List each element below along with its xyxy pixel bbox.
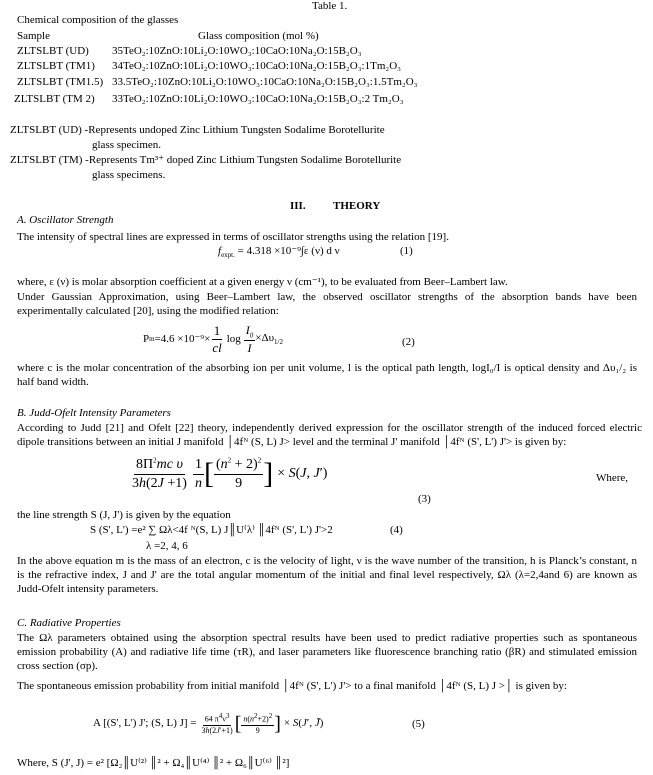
equation-1-number: (1) — [400, 245, 413, 257]
equation-2: P m =4.6 ×10⁻⁹× $\frac{1}{cl}$ log $\frac{I_0}{I}$ $\times\Delta\upsilon_{1/2}$ — [143, 323, 283, 356]
table-row: ZLTSLBT (TM1.5) — [17, 76, 104, 88]
subsection-heading-a: A. Oscillator Strength — [17, 214, 114, 226]
paragraph: According to Judd [21] and Ofelt [22] theory, independently derived expression for the oscillator strength of the induced forced electric dipole transitions between an initial J manifold │4fᴺ (S, L) J> level and the terminal J' manifold │4fᴺ (S', L') J'> is given by: — [17, 422, 642, 448]
fraction-local-field: $\frac{n(n^2+2)^2}{9}$ — [243, 712, 273, 735]
table-col-sample: Sample — [17, 30, 50, 42]
table-cell-composition: 35TeO₂:10ZnO:10Li₂O:10WO₃:10CaO:10Na₂O:15B₂O₃ — [112, 45, 362, 57]
equation-1: $f_{expt.} = 4.318 \times 10^{-9}\int\varepsilon$ (ν) d ν — [218, 245, 340, 260]
fraction-local-field: $\frac{(n^2 + 2)^2}{9}$ — [215, 456, 262, 491]
equation-3: $\frac{8\Pi^2mc \upsilon}{3h(2J +1)}$ $\frac{1}{n}$ [ $\frac{(n^2 + 2)^2}{9}$ ] × S(J, J′) — [132, 456, 328, 491]
fraction-one-over-n: $\frac{1}{n}$ — [194, 457, 202, 491]
note-undoped-cont: glass specimen. — [92, 139, 162, 151]
table-row: ZLTSLBT (UD) — [17, 45, 89, 57]
section-title: THEORY — [333, 200, 381, 212]
fraction-one-over-cl: $\frac{1}{cl}$ — [212, 323, 222, 356]
paragraph: The spontaneous emission probability from initial manifold │4fᴺ (S', L') J'> to a final manifold │4fᴺ (S, L) J >│ is given by: — [17, 680, 567, 692]
subsection-heading-b: B. Judd-Ofelt Intensity Parameters — [17, 407, 171, 419]
table-col-composition: Glass composition (mol %) — [198, 30, 319, 42]
table-cell-composition: 33.5TeO₂:10ZnO:10Li₂O:10WO₃:10CaO:10Na₂O:15B₂O₃:1.5Tm₂O₃ — [112, 76, 418, 88]
equation-5-number: (5) — [412, 718, 425, 730]
table-row: ZLTSLBT (TM1) — [17, 60, 95, 72]
table-cell-composition: 33TeO₂:10ZnO:10Li₂O:10WO₃:10CaO:10Na₂O:15B₂O₃:2 Tm₂O₃ — [112, 93, 404, 105]
note-doped-cont: glass specimens. — [92, 169, 166, 181]
section-number: III. — [290, 200, 306, 212]
fraction-i0-over-i: $\frac{I_0}{I}$ — [245, 323, 254, 356]
subsection-heading-c: C. Radiative Properties — [17, 617, 121, 629]
fraction-emission-prefactor: $\frac{64 \pi^4\nu^3}{3h(2J'+1)}$ — [201, 712, 233, 735]
paragraph: Under Gaussian Approximation, using Beer–Lambert law, the observed oscillator strengths of the absorption bands have been experimentally calculated [20], using the modified relation: — [17, 291, 637, 317]
equation-4-lambda: λ =2, 4, 6 — [146, 540, 188, 552]
paragraph: The intensity of spectral lines are expressed in terms of oscillator strengths using the relation [19]. — [17, 231, 449, 243]
note-doped: ZLTSLBT (TM) -Represents Tm³⁺ doped Zinc Lithium Tungsten Sodalime Borotellurite — [10, 154, 402, 166]
paragraph: In the above equation m is the mass of an electron, c is the velocity of light, ν is the wave number of the transition, h is Planck’s constant, n is the refractive index, J and J' are the total angular momentum of the initial and final level respectively, Ωλ (λ=2,4and 6) are known as Judd-Ofelt intensity parameters. — [17, 555, 637, 595]
paragraph: The Ωλ parameters obtained using the absorption spectral results have been used to predict radiative properties such as spontaneous emission probability (A) and radiative life time (τR), and laser parameters like fluorescence branching ratio (βR) and stimulated emission cross section (σp). — [17, 632, 637, 672]
equation-line-strength: Where, S (J', J) = e² [Ω₂║U⁽²⁾ ║² + Ω₄║U⁽⁴⁾ ║² + Ω₆║U⁽⁶⁾ ║²] — [17, 757, 290, 769]
equation-2-number: (2) — [402, 336, 415, 348]
fraction-prefactor: $\frac{8\Pi^2mc \upsilon}{3h(2J +1)}$ — [132, 456, 187, 491]
paragraph: where, ε (ν) is molar absorption coefficient at a given energy ν (cm⁻¹), to be evaluated from Beer–Lambert law. — [17, 276, 508, 288]
table-caption: Chemical composition of the glasses — [17, 14, 179, 26]
table-title: Table 1. — [312, 0, 348, 12]
equation-4-number: (4) — [390, 524, 403, 536]
equation-5: A [(S', L') J'; (S, L) J] = $\frac{64 \pi^4\nu^3}{3h(2J'+1)}$ [ $\frac{n(n^2+2)^2}{9}$ ] × S(J′, J̄) — [93, 712, 324, 735]
paragraph: where c is the molar concentration of the absorbing ion per unit volume, l is the optical path length, logI₀/I is optical density and Δυ₁/₂ is half band width. — [17, 362, 637, 388]
paragraph: the line strength S (J, J') is given by the equation — [17, 509, 231, 521]
note-undoped: ZLTSLBT (UD) -Represents undoped Zinc Lithium Tungsten Sodalime Borotellurite — [10, 124, 385, 136]
equation-3-number: (3) — [418, 493, 431, 505]
table-row: ZLTSLBT (TM 2) — [14, 93, 95, 105]
equation-4: S (S', L') =e² ∑ Ωλ<4f ᴺ(S, L) J║U⁽λ⁾ ║4fᴺ (S', L') J'>2 — [90, 524, 333, 536]
where-label: Where, — [596, 472, 629, 484]
table-cell-composition: 34TeO₂:10ZnO:10Li₂O:10WO₃:10CaO:10Na₂O:15B₂O₃:1Tm₂O₃ — [112, 60, 401, 72]
